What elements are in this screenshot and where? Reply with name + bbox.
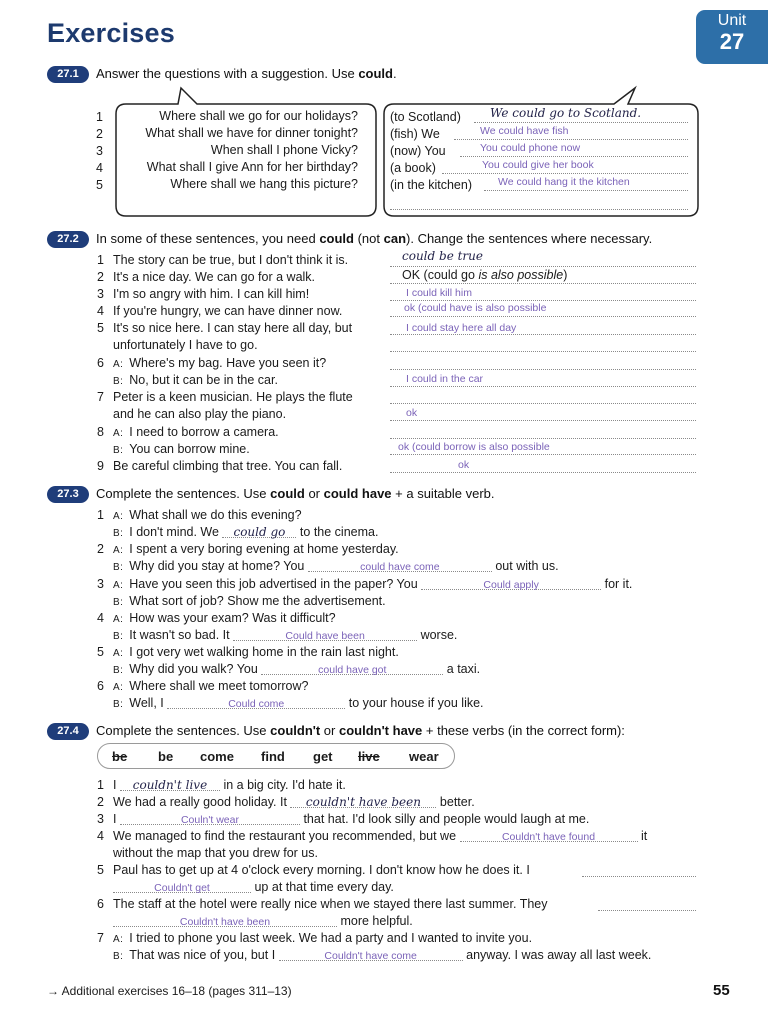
sentence-text: unfortunately I have to go.: [113, 338, 258, 352]
sentence-text: The staff at the hotel were really nice when we stayed there last summer. They: [113, 897, 548, 911]
sentence-text: I'm so angry with him. I can kill him!: [113, 287, 310, 301]
sentence-text: It's so nice here. I can stay here all day, but: [113, 321, 353, 335]
handwritten-answer: could go: [233, 525, 286, 539]
sentence-text: It's a nice day. We can go for a walk.: [113, 270, 316, 284]
item-number: 1: [97, 253, 104, 267]
item-number: 1: [97, 778, 104, 792]
answer-blank[interactable]: [390, 195, 688, 210]
handwritten-answer: couldn't live: [132, 778, 208, 792]
exercise-badge: 27.1: [47, 66, 89, 83]
sentence-text: If you're hungry, we can have dinner now.: [113, 304, 343, 318]
answer-blank[interactable]: [308, 558, 492, 572]
item-number: 4: [97, 611, 104, 625]
item-number: 5: [97, 321, 104, 335]
sentence-text: Be careful climbing that tree. You can fall.: [113, 459, 343, 473]
sentence-text: We had a really good holiday. It couldn't have been better.: [113, 795, 475, 809]
dialogue-b: B: What sort of job? Show me the advertisement.: [113, 594, 386, 608]
dialogue-a: A: Where shall we meet tomorrow?: [113, 679, 309, 693]
item-number: 3: [96, 144, 103, 158]
answer-blank[interactable]: [113, 879, 251, 893]
sentence-text: The story can be true, but I don't think it is.: [113, 253, 349, 267]
typed-answer: We could have fish: [480, 125, 569, 137]
typed-answer: could have got: [318, 664, 387, 676]
answer-blank[interactable]: [390, 458, 696, 473]
typed-answer: Could have been: [285, 630, 365, 642]
typed-answer: I could in the car: [406, 373, 484, 385]
question-text: Where shall we hang this picture?: [170, 177, 358, 191]
typed-answer: ok: [458, 459, 470, 471]
answer-blank[interactable]: [390, 424, 696, 439]
answer-blank[interactable]: [390, 320, 696, 335]
item-number: 5: [96, 178, 103, 192]
item-number: 2: [97, 270, 104, 284]
verb-word: be: [158, 749, 174, 764]
item-number: 4: [97, 304, 104, 318]
typed-answer: I could kill him: [406, 287, 472, 299]
cue-text: (a book): [390, 161, 436, 175]
dialogue-b: B: I don't mind. We could go to the cinema.: [113, 525, 379, 539]
answer-blank[interactable]: [233, 627, 417, 641]
page-title: Exercises: [47, 18, 175, 48]
typed-answer: ok: [406, 407, 418, 419]
handwritten-answer: We could go to Scotland.: [490, 106, 642, 120]
dialogue-b: B: No, but it can be in the car.: [113, 373, 278, 387]
item-number: 6: [97, 679, 104, 693]
answer-blank[interactable]: [261, 661, 443, 675]
dialogue-a: A: What shall we do this evening?: [113, 508, 302, 522]
answer-blank[interactable]: [390, 302, 696, 317]
item-number: 3: [97, 577, 104, 591]
item-number: 5: [97, 645, 104, 659]
answer-blank[interactable]: [474, 108, 688, 123]
answer-blank[interactable]: [120, 777, 220, 791]
answer-blank[interactable]: [598, 896, 696, 911]
answer-blank[interactable]: [390, 249, 696, 267]
verb-word: wear: [409, 749, 439, 764]
exercise-badge: 27.2: [47, 231, 89, 248]
sentence-text: Peter is a keen musician. He plays the flute: [113, 390, 353, 404]
unit-number: 27: [719, 29, 745, 54]
answer-blank[interactable]: [421, 576, 601, 590]
answer-blank[interactable]: [390, 406, 696, 421]
answer-blank[interactable]: [390, 389, 696, 404]
item-number: 2: [96, 127, 103, 141]
answer-blank[interactable]: [290, 794, 436, 808]
question-text: What shall I give Ann for her birthday?: [146, 160, 358, 174]
typed-answer: Couldn't get: [154, 882, 210, 894]
item-number: 5: [97, 863, 104, 877]
question-text: When shall I phone Vicky?: [210, 143, 358, 157]
item-number: 1: [96, 110, 103, 124]
cue-text: (now) You: [390, 144, 446, 158]
answer-blank[interactable]: [390, 269, 696, 284]
exercise-badge: 27.4: [47, 723, 89, 740]
sentence-text: I couldn't live in a big city. I'd hate it.: [113, 778, 346, 792]
sentence-text: Couldn't have been more helpful.: [113, 913, 413, 929]
typed-answer: Couldn't have come: [324, 950, 417, 962]
item-number: 6: [97, 356, 104, 370]
dialogue-b: B: You can borrow mine.: [113, 442, 250, 456]
typed-answer: could have come: [360, 561, 440, 573]
question-text: What shall we have for dinner tonight?: [145, 126, 358, 140]
item-number: 9: [97, 459, 104, 473]
typed-answer: You could phone now: [480, 142, 581, 154]
item-number: 7: [97, 931, 104, 945]
cue-text: (to Scotland): [390, 110, 461, 124]
sentence-text: Paul has to get up at 4 o'clock every morning. I don't know how he does it. I: [113, 863, 530, 877]
typed-answer: Couldn't have been: [179, 916, 271, 928]
cue-text: (fish) We: [390, 127, 440, 141]
dialogue-a: A: Where's my bag. Have you seen it?: [113, 356, 327, 370]
sentence-text: I Couln't wear that hat. I'd look silly and people would laugh at me.: [113, 812, 590, 826]
typed-answer: Could apply: [483, 579, 539, 591]
answer-blank[interactable]: [113, 913, 337, 927]
unit-label: Unit: [717, 12, 747, 29]
typed-answer: ok (could have is also possible: [404, 302, 547, 314]
handwritten-answer: couldn't have been: [305, 795, 421, 809]
answer-blank[interactable]: [390, 286, 696, 301]
answer-blank[interactable]: [454, 125, 688, 140]
item-number: 1: [97, 508, 104, 522]
typed-answer: ok (could borrow is also possible: [398, 441, 550, 453]
answer-blank[interactable]: [120, 811, 300, 825]
answer-blank[interactable]: [442, 159, 688, 174]
verb-word: find: [261, 749, 285, 764]
sentence-text: and he can also play the piano.: [113, 407, 287, 421]
answer-blank[interactable]: [167, 695, 345, 709]
answer-blank[interactable]: [390, 372, 696, 387]
exercise-27-1-heading: 27.1 Answer the questions with a suggestion. Use could.: [47, 66, 397, 83]
question-text: Where shall we go for our holidays?: [159, 109, 358, 123]
answer-blank[interactable]: [484, 176, 688, 191]
exercise-27-3-heading: 27.3 Complete the sentences. Use could or could have + a suitable verb.: [47, 486, 495, 503]
dialogue-a: A: Have you seen this job advertised in the paper? You Could apply for it.: [113, 577, 633, 591]
answer-blank[interactable]: [582, 862, 696, 877]
answer-blank[interactable]: [390, 337, 696, 352]
dialogue-b: B: That was nice of you, but I Couldn't have come anyway. I was away all last week.: [113, 948, 652, 962]
sentence-text: without the map that you drew for us.: [113, 846, 318, 860]
additional-exercises-link[interactable]: → Additional exercises 16–18 (pages 311–13): [47, 984, 292, 998]
answer-blank[interactable]: [390, 355, 696, 370]
typed-answer: I could stay here all day: [406, 322, 517, 334]
dialogue-b: B: It wasn't so bad. It Could have been worse.: [113, 628, 458, 642]
typed-answer: Couln't wear: [180, 814, 239, 826]
item-number: 2: [97, 795, 104, 809]
dialogue-a: A: I got very wet walking home in the rain last night.: [113, 645, 399, 659]
handwritten-answer: could be true: [402, 249, 483, 263]
verb-word: get: [313, 749, 333, 764]
exercise-27-2-heading: 27.2 In some of these sentences, you need could (not can). Change the sentences where necessary.: [47, 231, 652, 248]
answer-blank[interactable]: [222, 524, 296, 538]
answer-blank[interactable]: [279, 947, 463, 961]
model-answer: OK (could go is also possible): [402, 268, 568, 282]
exercise-badge: 27.3: [47, 486, 89, 503]
sentence-text: Couldn't get up at that time every day.: [113, 879, 394, 895]
cue-text: (in the kitchen): [390, 178, 472, 192]
answer-blank[interactable]: [460, 828, 638, 842]
dialogue-b: B: Well, I Could come to your house if you like.: [113, 696, 484, 710]
verb-word: be: [112, 749, 128, 764]
verb-word: live: [358, 749, 380, 764]
item-number: 3: [97, 287, 104, 301]
item-number: 4: [97, 829, 104, 843]
page-number: 55: [713, 982, 730, 999]
typed-answer: Couldn't have found: [501, 831, 596, 843]
typed-answer: We could hang it the kitchen: [498, 176, 630, 188]
item-number: 2: [97, 542, 104, 556]
item-number: 6: [97, 897, 104, 911]
verb-box: [97, 743, 455, 769]
answer-blank[interactable]: [390, 440, 696, 455]
item-number: 7: [97, 390, 104, 404]
dialogue-a: A: How was your exam? Was it difficult?: [113, 611, 336, 625]
verb-word: come: [200, 749, 234, 764]
typed-answer: Could come: [228, 698, 285, 710]
dialogue-b: B: Why did you walk? You could have got a taxi.: [113, 662, 481, 676]
exercise-27-4-heading: 27.4 Complete the sentences. Use couldn't or couldn't have + these verbs (in the correct form):: [47, 723, 625, 740]
answer-blank[interactable]: [460, 142, 688, 157]
sentence-text: We managed to find the restaurant you recommended, but we Couldn't have found it: [113, 829, 648, 843]
dialogue-a: A: I tried to phone you last week. We had a party and I wanted to invite you.: [113, 931, 533, 945]
typed-answer: You could give her book: [482, 159, 594, 171]
dialogue-a: A: I need to borrow a camera.: [113, 425, 279, 439]
item-number: 4: [96, 161, 103, 175]
dialogue-b: B: Why did you stay at home? You could have come out with us.: [113, 559, 559, 573]
dialogue-a: A: I spent a very boring evening at home yesterday.: [113, 542, 399, 556]
item-number: 3: [97, 812, 104, 826]
item-number: 8: [97, 425, 104, 439]
